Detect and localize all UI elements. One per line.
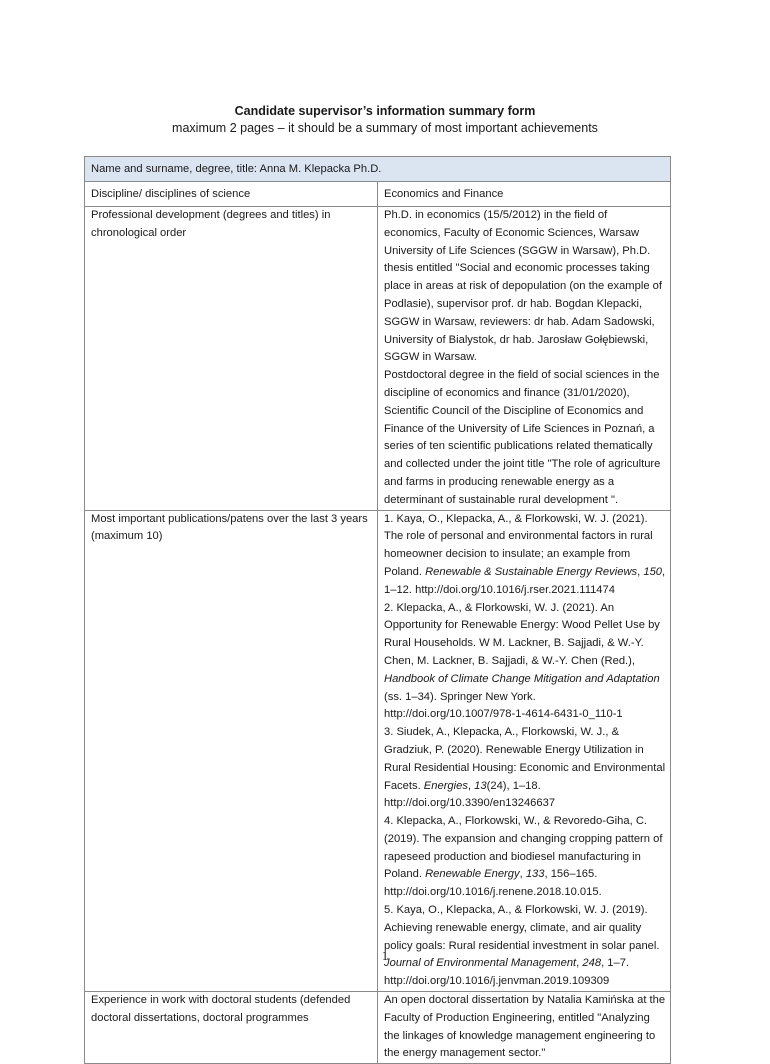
name-row — [85, 157, 671, 182]
publications-label: Most important publications/patens over the last 3 years (maximum 10) — [85, 510, 378, 992]
publication-item: 2. Klepacka, A., & Florkowski, W. J. (2021). An Opportunity for Renewable Energy: Wood Pellet Use by Rural Households. W M. Lackner, B. Sajjadi, & W.-Y. Chen, M. Lackner, B. Sajjadi, & W.-Y. Chen (Red.), Handbook of Climate Change Mitigation and Adaptation (ss. 1–34). Springer New York. http://doi.org/10.1007/978-1-4614-6431-0_110-1 — [384, 601, 660, 721]
discipline-row — [85, 182, 671, 207]
experience-value: An open doctoral dissertation by Natalia Kamińska at the Faculty of Production Engineering, entitled "Analyzing the linkages of knowledge management engineering to the energy management sector." — [378, 992, 671, 1064]
discipline-label: Discipline/ disciplines of science — [85, 182, 378, 207]
page-number: 1 — [381, 948, 389, 963]
discipline-value: Economics and Finance — [378, 182, 671, 207]
publications-value — [378, 510, 671, 992]
professional-value — [378, 207, 671, 511]
publication-item: 1. Kaya, O., Klepacka, A., & Florkowski, W. J. (2021). The role of personal and environmental factors in rural homeowner decision to insulate; an example from Poland. Renewable & Sustainable Energy Reviews, 150, 1–12. http://doi.org/10.1016/j.rser.2021.111474 — [384, 512, 666, 596]
publication-item: 5. Kaya, O., Klepacka, A., & Florkowski, W. J. (2019). Achieving renewable energy, climate, and air quality policy goals: Rural residential investment in solar panel. Journal of Environmental Management, 248, 1–7. http://doi.org/10.1016/j.jenvman.2019.109309 — [384, 904, 660, 988]
experience-row — [85, 992, 671, 1064]
publications-row — [85, 510, 671, 992]
summary-table — [84, 156, 671, 1064]
form-subtitle: maximum 2 pages – it should be a summary of most important achievements — [172, 121, 598, 135]
professional-row — [85, 207, 671, 511]
professional-label: Professional development (degrees and titles) in chronological order — [85, 207, 378, 511]
form-title: Candidate supervisor’s information summary form — [234, 104, 536, 118]
publication-item: 3. Siudek, A., Klepacka, A., Florkowski, W. J., & Gradziuk, P. (2020). Renewable Energy Utilization in Rural Residential Housing: Economic and Environmental Facets. Energies, 13(24), 1–18. http://doi.org/10.3390/en13246637 — [384, 726, 666, 810]
name-cell: Name and surname, degree, title: Anna M. Klepacka Ph.D. — [85, 157, 671, 182]
phd-paragraph: Ph.D. in economics (15/5/2012) in the field of economics, Faculty of Economic Sciences, Warsaw University of Life Sciences (SGGW in Warsaw), Ph.D. thesis entitled "Social and economic processes taking place in areas at risk of depopulation (on the example of Podlasie), supervisor prof. dr hab. Bogdan Klepacki, SGGW in Warsaw, reviewers: dr hab. Adam Sadowski, University of Bialystok, dr hab. Jarosław Gołębiewski, SGGW in Warsaw. — [384, 209, 662, 364]
experience-label: Experience in work with doctoral students (defended doctoral dissertations, doctoral programmes — [85, 992, 378, 1064]
publication-item: 4. Klepacka, A., Florkowski, W., & Revoredo-Giha, C. (2019). The expansion and changing cropping pattern of rapeseed production and biodiesel manufacturing in Poland. Renewable Energy, 133, 156–165. http://doi.org/10.1016/j.renene.2018.10.015. — [384, 815, 663, 899]
postdoc-paragraph: Postdoctoral degree in the field of social sciences in the discipline of economics and finance (31/01/2020), Scientific Council of the Discipline of Economics and Finance of the University of Life Sciences in Poznań, a series of ten scientific publications related thematically and collected under the joint title "The role of agriculture and farms in producing renewable energy as a determinant of sustainable rural development ". — [384, 369, 661, 506]
